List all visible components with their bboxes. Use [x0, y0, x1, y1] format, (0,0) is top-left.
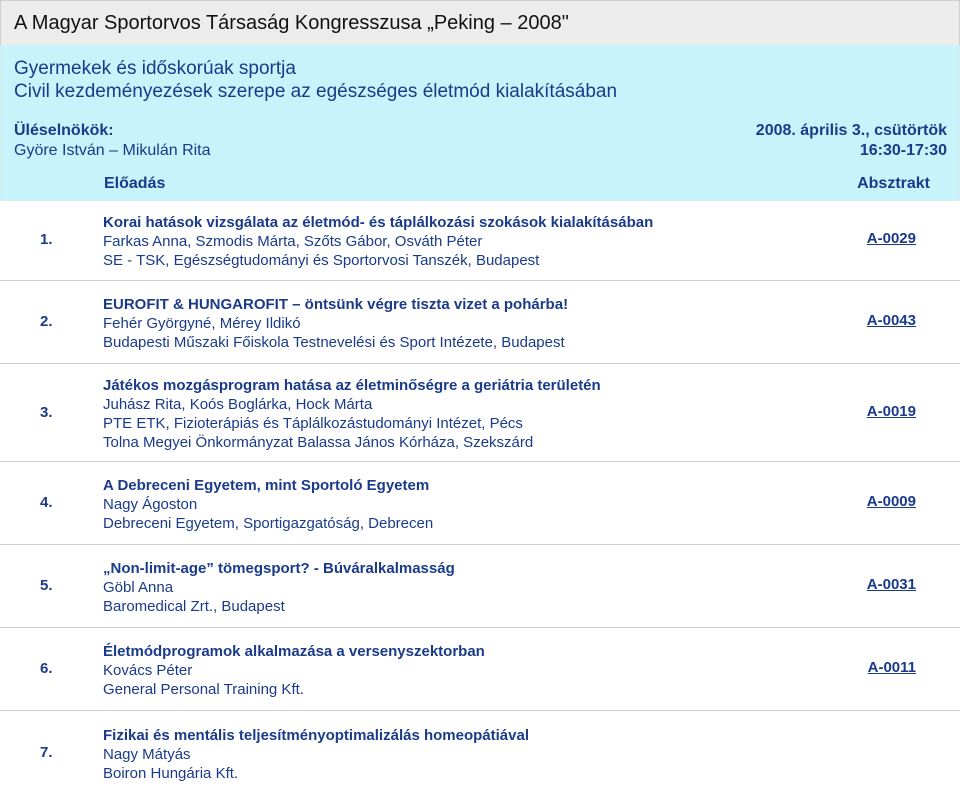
lecture-number: 7. — [40, 744, 53, 761]
lecture-title: A Debreceni Egyetem, mint Sportoló Egyetem — [103, 477, 430, 494]
lecture-details — [103, 476, 803, 533]
lecture-details — [103, 726, 803, 783]
lecture-title: „Non-limit-age” tömegsport? - Búváralkalmasság — [103, 560, 455, 577]
chairs-names: Györe István – Mikulán Rita — [14, 142, 211, 159]
lecture-row — [0, 364, 960, 462]
abstract-link[interactable]: A-0009 — [866, 493, 916, 510]
lecture-title: EUROFIT & HUNGAROFIT – öntsünk végre tiszta vizet a pohárba! — [103, 296, 569, 313]
lecture-authors: Fehér Györgyné, Mérey Ildikó — [103, 315, 301, 332]
lecture-title: Játékos mozgásprogram hatása az életminőségre a geriátria területén — [103, 377, 601, 394]
lecture-details — [103, 213, 803, 270]
lecture-details — [103, 376, 803, 452]
column-header-lecture: Előadás — [104, 175, 166, 192]
lecture-affiliation: SE - TSK, Egészségtudományi és Sportorvosi Tanszék, Budapest — [103, 252, 540, 269]
lecture-affiliation: Tolna Megyei Önkormányzat Balassa János Kórháza, Szekszárd — [103, 434, 534, 451]
chairs-label: Üléselnökök: — [14, 122, 114, 139]
abstract-link[interactable]: A-0029 — [866, 230, 916, 247]
lecture-authors: Nagy Mátyás — [103, 746, 191, 763]
lecture-authors: Nagy Ágoston — [103, 496, 198, 513]
lecture-affiliation: PTE ETK, Fizioterápiás és Táplálkozástudományi Intézet, Pécs — [103, 415, 523, 432]
session-header — [0, 45, 960, 201]
lecture-authors: Göbl Anna — [103, 579, 174, 596]
abstract-link[interactable]: A-0019 — [866, 403, 916, 420]
lecture-row — [0, 462, 960, 545]
lecture-row — [0, 281, 960, 364]
abstract-link[interactable]: A-0031 — [866, 576, 916, 593]
lecture-affiliation: Debreceni Egyetem, Sportigazgatóság, Debrecen — [103, 515, 434, 532]
lecture-row — [0, 628, 960, 711]
lecture-number: 4. — [40, 494, 53, 511]
lecture-affiliation: General Personal Training Kft. — [103, 681, 304, 698]
lecture-details — [103, 295, 803, 352]
lecture-affiliation: Baromedical Zrt., Budapest — [103, 598, 285, 615]
abstract-link[interactable]: A-0043 — [866, 312, 916, 329]
lecture-number: 2. — [40, 313, 53, 330]
lecture-authors: Kovács Péter — [103, 662, 193, 679]
lecture-row — [0, 200, 960, 281]
abstract-link[interactable]: A-0011 — [867, 659, 916, 676]
session-subtitle-1: Gyermekek és időskorúak sportja — [14, 58, 296, 79]
lecture-affiliation: Budapesti Műszaki Főiskola Testnevelési és Sport Intézete, Budapest — [103, 334, 565, 351]
lecture-row — [0, 711, 960, 795]
lecture-title: Életmódprogramok alkalmazása a versenyszektorban — [103, 643, 485, 660]
lecture-number: 6. — [40, 660, 53, 677]
lecture-number: 3. — [40, 404, 53, 421]
lecture-row — [0, 545, 960, 628]
lecture-title: Fizikai és mentális teljesítményoptimalizálás homeopátiával — [103, 727, 529, 744]
lecture-details — [103, 559, 803, 616]
congress-title: A Magyar Sportorvos Társaság Kongresszusa „Peking – 2008" — [14, 12, 569, 34]
column-header-abstract: Absztrakt — [857, 175, 930, 192]
lecture-number: 1. — [40, 231, 53, 248]
session-subtitle-2: Civil kezdeményezések szerepe az egészséges életmód kialakításában — [14, 81, 618, 102]
lecture-authors: Farkas Anna, Szmodis Márta, Szőts Gábor, Osváth Péter — [103, 233, 483, 250]
congress-header — [0, 0, 960, 45]
lecture-list — [0, 200, 960, 795]
lecture-details — [103, 642, 803, 699]
session-time: 16:30-17:30 — [859, 142, 947, 159]
lecture-number: 5. — [40, 577, 53, 594]
session-date: 2008. április 3., csütörtök — [755, 122, 947, 139]
lecture-affiliation: Boiron Hungária Kft. — [103, 765, 239, 782]
lecture-authors: Juhász Rita, Koós Boglárka, Hock Márta — [103, 396, 373, 413]
lecture-title: Korai hatások vizsgálata az életmód- és táplálkozási szokások kialakításában — [103, 214, 654, 231]
